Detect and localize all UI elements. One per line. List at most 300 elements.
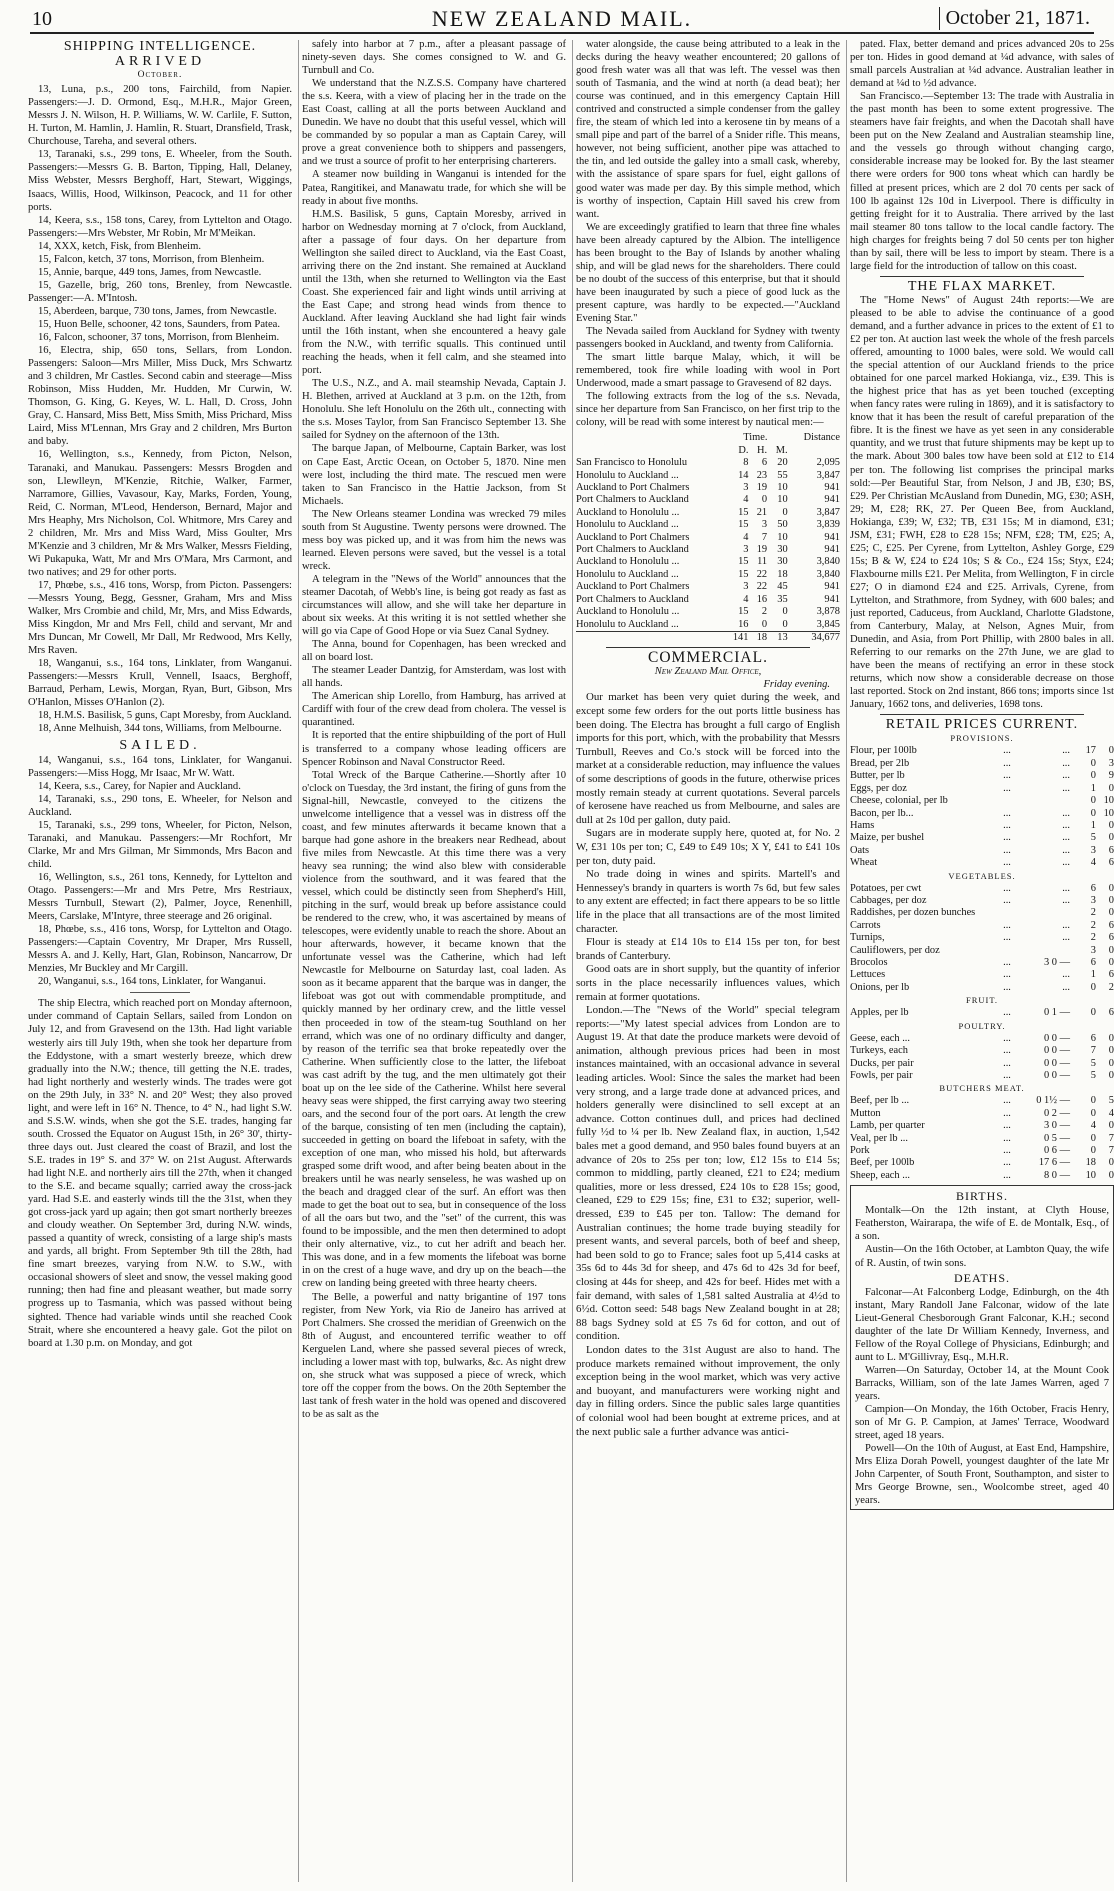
retail-price-row: [850, 920, 1114, 932]
section-rule: [880, 276, 1084, 277]
log-time: 19: [756, 544, 768, 556]
shipping-news-paragraphs: [302, 38, 566, 1421]
retail-range: ...: [1062, 882, 1070, 894]
retail-pence: 0: [1108, 782, 1114, 794]
sailing-entry: 14, Keera, s.s., Carey, for Napier and Auckland.: [38, 780, 241, 792]
retail-range: ...: [1062, 807, 1070, 819]
commercial-dateline: New Zealand Mail Office,: [654, 666, 762, 678]
masthead: [30, 6, 1094, 34]
retail-item: Bread, per 2lb: [850, 757, 910, 769]
retail-item: Oats: [850, 844, 870, 856]
retail-section-title: BUTCHERS MEAT.: [939, 1083, 1025, 1094]
retail-price-row: [850, 969, 1114, 981]
retail-leader: ...: [1003, 1120, 1011, 1132]
retail-price-row: [850, 1007, 1114, 1019]
retail-leader: ...: [1003, 1057, 1011, 1069]
log-row: [576, 569, 840, 581]
commercial-paragraph: No trade doing in wines and spirits. Martell's and Hennessey's brandy in quarters is worth 7s 6d, but few sales to any extent are effected; in fact there appears to be so little life in the place that all transactions are of the most limited character.: [576, 868, 840, 935]
retail-item: Cheese, colonial, per lb: [850, 795, 948, 807]
retail-range: 0 0 —: [1044, 1045, 1070, 1057]
log-time: 0: [761, 494, 768, 506]
log-row: [576, 556, 840, 568]
birth-notice: Montalk—On the 12th instant, at Clyth House, Featherston, Wairarapa, the wife of E. de Montalk, Esq., of a son.: [855, 1205, 1109, 1243]
log-distance: 941: [824, 544, 840, 556]
retail-leader: ...: [1003, 1045, 1011, 1057]
log-time: 15: [738, 606, 749, 618]
log-time: 16: [738, 618, 749, 630]
news-paragraph: safely into harbor at 7 p.m., after a pleasant passage of ninety-seven days. She comes consigned to W. and G. Turnbull and Co.: [302, 39, 566, 77]
log-time: 16: [756, 593, 768, 605]
retail-price-row: [850, 1145, 1114, 1157]
retail-shillings: 0: [1090, 795, 1096, 807]
news-paragraph: The New Orleans steamer Londina was wrecked 79 miles south from St Augustine. Twenty persons were drowned. The mess boy was picked up, and it was from him the news was learned. Eleven persons were saved, but the vessel is a total wreck.: [302, 508, 566, 572]
retail-range: 3 0 —: [1044, 957, 1070, 969]
news-paragraphs: [576, 38, 840, 429]
electra-report: The ship Electra, which reached port on Monday afternoon, under command of Captain Sellars, sailed from London on July 12, and from Gravesend on the 13th. Had light variable westerly airs till July 19th, when she took her departure from the Eddystone, with a smart westerly breeze, which drew gradually into the N.W.; thence, till getting the N.E. trades, had light northerly and westerly winds. The trades were got on the 29th July, in 33° N. and 20° West; they also proved light, and were left in 16° N. Thence, to 4° N., had light S.W. and S.S.W. winds, when she got the S.E. trades, hanging far south. Crossed the Equator on August 15th, in 26° 30', thirty-three days out. Just cleared the coast of Brazil, and lost the S.E. trades in 19° S. and 37° W. on 21st August. Afterwards had light N.E. and northerly airs till the 27th, when it changed to the S.E. and became squally; carried away the cross-jack yard. Had S.E. and easterly winds till the the 31st, when they got cross-jack yard up again; then got smart northerly breezes and cloudy weather. On September 3rd, during N.W. winds, passed a quantity of wreck, consisting of a large ship's masts and yards, all bright. From September 9th till the 28th, had fine smart breezes, varying from N.W. to S.W., with occasional showers of sleet and snow, the vessel making good running; then had fine and pleasant weather, but made sorry progress up to Tasmania, which was passed without being sighted. Thence had variable winds until she reached Cook Strait, where she encountered a heavy gale. Got the pilot on board at 1.30 p.m. on Monday, and got: [28, 998, 292, 1349]
retail-item: Turnips,: [850, 932, 885, 944]
retail-prices-table: [850, 732, 1114, 1182]
retail-range: 0 0 —: [1044, 1032, 1070, 1044]
log-time: 0: [782, 618, 788, 630]
retail-shillings: 6: [1090, 1032, 1096, 1044]
log-total-days: 141: [723, 631, 748, 644]
retail-leader: ...: [1003, 1145, 1011, 1157]
retail-leader: ...: [1003, 832, 1011, 844]
commercial-paragraphs: [576, 691, 840, 1439]
log-distance: 941: [824, 482, 840, 494]
news-paragraph: The steamer Leader Dantzig, for Amsterdam, was lost with all hands.: [302, 665, 566, 690]
births-list: [855, 1204, 1109, 1269]
retail-leader: ...: [1003, 770, 1011, 782]
retail-price-row: [850, 795, 1114, 807]
market-paragraph: pated. Flax, better demand and prices advanced 20s to 25s per ton. Hides in good demand at ¼d advance, with sales of small parcels Australian at ¼d advance. Australian leather in demand at ¼d to ½d advance.: [850, 39, 1114, 90]
news-paragraph: We understand that the N.Z.S.S. Company have chartered the s.s. Keera, with a view of placing her in the trade on the East Coast, calling at all the ports between Auckland and Dunedin. We have no doubt that this useful vessel, which will be commanded by so popular a man as Captain Carey, will prove a great convenience both to shippers and passengers, and we trust a source of profit to her enterprising charterers.: [302, 78, 566, 168]
log-time: 10: [777, 494, 788, 506]
retail-item: Lamb, per quarter: [850, 1120, 925, 1132]
retail-item: Beef, per 100lb: [850, 1157, 915, 1169]
retail-leader: ...: [1003, 1095, 1011, 1107]
death-notice: Campion—On Monday, the 16th October, Fracis Henry, son of Mr G. P. Campion, at James' Terrace, Woodward street, aged 18 years.: [855, 1404, 1109, 1442]
retail-price-row: [850, 808, 1114, 820]
retail-price-row: [850, 1045, 1114, 1057]
retail-section-table: [850, 745, 1114, 869]
retail-leader: ...: [1003, 757, 1011, 769]
log-time: 55: [777, 469, 788, 481]
log-route: Auckland to Honolulu ...: [576, 606, 680, 618]
retail-shillings: 0: [1090, 981, 1096, 993]
commercial-paragraph: Sugars are in moderate supply here, quoted at, for No. 2 W, £31 10s per ton; C, £49 to £49 10s; X Y, £41 to £41 10s per ton, duty paid.: [576, 827, 840, 867]
retail-price-row: [850, 932, 1114, 944]
retail-price-row: [850, 1133, 1114, 1145]
sailed-list: [28, 754, 292, 989]
arrival-entry: 15, Annie, barque, 449 tons, James, from Newcastle.: [38, 266, 262, 278]
retail-shillings: 0: [1090, 1107, 1096, 1119]
log-total-label: [576, 631, 723, 644]
retail-section-table: [850, 1033, 1114, 1083]
log-header-distance: Distance: [803, 432, 840, 444]
retail-pence: 0: [1108, 1057, 1114, 1069]
log-time: 45: [777, 581, 788, 593]
sailing-entry: 15, Taranaki, s.s., 299 tons, Wheeler, for Picton, Nelson, Taranaki, and Manukau. Passengers:—Mr Rochfort, Mr Clarke, Mr and Mrs Gilman, Mr Simmonds, Mrs Bacon and child.: [28, 819, 292, 870]
retail-price-row: [850, 783, 1114, 795]
retail-item: Butter, per lb: [850, 770, 905, 782]
section-rule: [606, 647, 810, 648]
retail-shillings: 0: [1090, 1007, 1096, 1019]
retail-leader: [1003, 907, 1017, 919]
log-time: 18: [777, 568, 788, 580]
news-paragraph: The following extracts from the log of the s.s. Nevada, since her departure from San Francisco, on her first trip to the colony, will be read with some interest by nautical men:—: [576, 391, 840, 429]
retail-price-row: [850, 1070, 1114, 1082]
log-time: 22: [756, 581, 768, 593]
retail-section-table: [850, 1095, 1114, 1182]
retail-price-row: [850, 1058, 1114, 1070]
log-time: 4: [743, 494, 749, 506]
retail-item: Lettuces: [850, 969, 886, 981]
retail-leader: ...: [1003, 1132, 1011, 1144]
retail-range: ...: [1062, 895, 1070, 906]
log-route: San Francisco to Honolulu: [576, 457, 688, 469]
retail-pence: 6: [1108, 844, 1114, 856]
death-notice: Powell—On the 10th of August, at East End, Hampshire, Mrs Eliza Dorah Powell, youngest daughter of the late Mr John Carpenter, of South Front, Southampton, and sister to Mrs George Browne, sen., Woolcombe street, aged 40 years.: [855, 1443, 1109, 1507]
retail-price-row: [850, 883, 1114, 895]
retail-shillings: 3: [1090, 844, 1096, 856]
retail-leader: [1003, 795, 1030, 807]
retail-shillings: 1: [1090, 782, 1096, 794]
retail-item: Geese, each ...: [850, 1032, 910, 1044]
log-time: 0: [782, 606, 788, 618]
section-rule: [880, 714, 1084, 715]
retail-range: ...: [1062, 819, 1070, 831]
retail-pence: 0: [1108, 745, 1114, 757]
column-news: [302, 38, 566, 1884]
log-header-blank: [576, 432, 723, 444]
retail-shillings: 0: [1090, 1132, 1096, 1144]
arrival-entry: 16, Electra, ship, 650 tons, Sellars, from London. Passengers: Saloon—Mrs Miller, Miss Duck, Mrs Schwartz and 3 children, Mr Castles. Second cabin and steerage—Miss Robinson, Miss Hudden, Mr. Hudden, Mr Curwin, W. Thomson, G. King, G. Keyes, W. L. Hall, D. Cross, John Gray, C. Hansard, Miss Bett, Miss Smith, Miss Prichard, Miss Laird, Miss M'Lennan, Mrs Gray and 2 children, Mrs Burton and baby.: [28, 345, 292, 448]
log-time: 19: [756, 482, 768, 494]
retail-item: Mutton: [850, 1107, 881, 1119]
retail-leader: ...: [1003, 932, 1011, 944]
log-time: 15: [738, 556, 749, 568]
log-header-time: Time.: [743, 432, 768, 444]
arrived-month: October.: [137, 70, 183, 81]
retail-item: Fowls, per pair: [850, 1069, 913, 1081]
retail-price-row: [850, 1157, 1114, 1169]
log-row: [576, 494, 840, 506]
retail-pence: 10: [1103, 795, 1114, 807]
retail-section-title: POULTRY.: [958, 1020, 1006, 1031]
retail-pence: 0: [1108, 957, 1114, 969]
news-paragraph: H.M.S. Basilisk, 5 guns, Captain Moresby, arrived in harbor on Wednesday morning at 7 o'clock, from Auckland, after a passage of four days. On her departure from Wellington she sailed direct to Auckland, via the East Coast, arriving there on the 2nd instant. She remained at Auckland until the 13th, when she returned to Wellington via the East Coast. She experienced fair and light winds until arriving at the East Cape; and strong head winds from thence to Auckland. After leaving Auckland she had light fair winds until the 16th instant, when she encountered a heavy gale from the N.W., with terrific squalls. This continued until reaching the heads, when it fell calm, and she steamed into port.: [302, 208, 566, 377]
retail-pence: 6: [1108, 1007, 1114, 1019]
log-route: Auckland to Port Chalmers: [576, 581, 690, 593]
retail-shillings: 2: [1090, 932, 1096, 944]
retail-range: ...: [1062, 969, 1070, 981]
retail-shillings: 1: [1090, 969, 1096, 981]
shipping-heading: SHIPPING INTELLIGENCE.: [63, 39, 257, 54]
retail-shillings: 5: [1090, 1069, 1096, 1081]
retail-pence: 9: [1108, 770, 1114, 782]
log-row: [576, 507, 840, 519]
log-subheader-blank: [576, 445, 723, 457]
commercial-paragraph: Our market has been very quiet during the week, and except some few orders for the out ports little business has been doing. The Electra has brought a full cargo of English imports for this port, which, with the probability that Messrs Turnbull, Reeves and Co.'s stock will be forced into the market at a considerable reduction, may influence the values of some descriptions of goods in the future, otherwise prices mostly remain steady at current quotations. Several parcels of kerosene have reached us from Melbourne, and sales are dull at 2s 10d per gallon, duty paid.: [576, 691, 840, 826]
retail-item: Turkeys, each: [850, 1045, 908, 1057]
deaths-heading: DEATHS.: [953, 1270, 1010, 1285]
retail-shillings: 0: [1090, 1095, 1096, 1107]
log-row: [576, 581, 840, 593]
log-route: Honolulu to Auckland ...: [576, 618, 679, 630]
log-row: [576, 470, 840, 482]
death-notice: Warren—On Saturday, October 14, at the Mount Cook Barracks, William, son of the late James Warren, aged 7 years.: [855, 1364, 1109, 1402]
retail-leader: ...: [1003, 1032, 1011, 1044]
news-paragraph: The barque Japan, of Melbourne, Captain Barker, was lost on Cape East, Arctic Ocean, on October 5, 1870. Nine men were lost, including the third mate. The rescued men were taken to San Francisco in the Hattie Jackson, from St Michaels.: [302, 443, 566, 507]
log-time: 0: [761, 618, 768, 630]
log-route: Port Chalmers to Auckland: [576, 494, 689, 506]
sailing-entry: 16, Wellington, s.s., 261 tons, Kennedy, for Lyttelton and Otago. Passengers:—Mr and Mrs Petre, Mrs Restriaux, Messrs Turnbull, Stewart (2), Palmer, Joyce, Renenhill, Meers, Carslake, M'Intyre, three steerage and 26 original.: [28, 871, 292, 923]
arrival-entry: 16, Wellington, s.s., Kennedy, from Picton, Nelson, Taranaki, and Manukau. Passengers: Messrs Brogden and son, Llewlleyn, M'Kenzie, Ritchie, Walker, Farmer, Narramore, Gillies, Vavasour, Kay, Marks, Forden, Young, Reid, C. Norman, M'Leod, Henderson, Bernard, Major and Mrs Heaphy, Mrs Nicholson, Col. Whitmore, Mrs Carey and 2 children, Mr. Mrs and Miss Ward, Miss Goulter, Mrs M'Kenzie and 3 children, Mr & Mrs Walker, Messrs Fielding, Wi Pukapuka, Watt, Mr and Mrs O'Mara, Mrs Carmont, and two natives; and 29 for other ports.: [28, 449, 292, 578]
log-time: 50: [777, 519, 788, 531]
retail-range: 8 0 —: [1044, 1169, 1070, 1181]
retail-item: Wheat: [850, 857, 878, 869]
retail-shillings: 1: [1090, 819, 1096, 831]
log-distance: 941: [824, 494, 840, 506]
arrival-entry: 18, H.M.S. Basilisk, 5 guns, Capt Moresby, from Auckland.: [38, 710, 292, 722]
retail-price-row: [850, 832, 1114, 844]
arrival-entry: 15, Falcon, ketch, 37 tons, Morrison, from Blenheim.: [38, 253, 265, 265]
log-total-distance: 34,677: [788, 631, 840, 644]
retail-range: ...: [1062, 919, 1070, 931]
retail-shillings: 17: [1085, 745, 1096, 757]
retail-pence: 0: [1108, 819, 1114, 831]
retail-pence: 0: [1108, 944, 1114, 956]
retail-leader: ...: [1003, 782, 1011, 794]
retail-item: Cabbages, per doz: [850, 895, 927, 906]
retail-item: Ducks, per pair: [850, 1057, 914, 1069]
retail-leader: ...: [1003, 957, 1011, 969]
retail-pence: 0: [1108, 1069, 1114, 1081]
retail-item: Maize, per bushel: [850, 832, 925, 844]
retail-item: Bacon, per lb...: [850, 807, 914, 819]
log-distance: 941: [824, 593, 840, 605]
retail-item: Pork: [850, 1145, 870, 1157]
retail-price-row: [850, 982, 1114, 994]
retail-shillings: 5: [1090, 832, 1096, 844]
retail-section-table: [850, 883, 1114, 995]
arrivals-list: [28, 83, 292, 735]
sailing-entry: 14, Wanganui, s.s., 164 tons, Linklater, for Wanganui. Passengers:—Miss Hogg, Mr Isaac, Mr W. Watt.: [28, 754, 292, 779]
retail-shillings: 18: [1085, 1157, 1096, 1169]
retail-price-row: [850, 820, 1114, 832]
log-route: Honolulu to Auckland ...: [576, 568, 679, 580]
retail-range: 0 5 —: [1044, 1132, 1070, 1144]
retail-item: Hams: [850, 819, 875, 831]
arrival-entry: 17, Phœbe, s.s., 416 tons, Worsp, from Picton. Passengers:—Messrs Young, Begg, Gessner, Graham, Mrs and Miss Walker, Mrs Crombie and child, Mr, Mrs, and Miss Edwards, Miss Kingdon, Mr and Mrs Fell, child and servant, Mr and Mrs Duncan, Mr Cowell, Mr Dall, Mr Redwood, Mrs Kelly, Mrs Raven.: [28, 579, 292, 657]
retail-range: 3 0 —: [1044, 1120, 1070, 1132]
log-time: 4: [743, 593, 749, 605]
news-paragraph: The American ship Lorello, from Hamburg, has arrived at Cardiff with four of the crew dead from cholera. The vessel is quarantined.: [302, 691, 566, 729]
retail-shillings: 0: [1090, 807, 1096, 819]
retail-range: ...: [1062, 932, 1070, 944]
retail-shillings: 4: [1090, 1120, 1096, 1132]
news-paragraph: A steamer now building in Wanganui is intended for the Patea, Rangitikei, and Manawatu trade, for which she will be ready in about five months.: [302, 169, 566, 207]
retail-pence: 0: [1108, 1157, 1114, 1169]
log-route: Port Chalmers to Auckland: [576, 593, 689, 605]
log-time: 2: [761, 606, 768, 618]
retail-range: ...: [1062, 757, 1070, 769]
notices-box: [850, 1185, 1114, 1510]
retail-range: [1030, 795, 1070, 807]
log-distance: 3,847: [816, 506, 840, 518]
news-paragraph: The Nevada sailed from Auckland for Sydney with twenty passengers booked in Auckland, and twenty from California.: [576, 326, 840, 351]
retail-pence: 6: [1108, 969, 1114, 981]
log-time: 7: [761, 531, 768, 543]
log-row: [576, 482, 840, 494]
flax-paragraphs: [850, 294, 1114, 712]
log-distance: 941: [824, 581, 840, 593]
retail-range: ...: [1062, 770, 1070, 782]
retail-leader: ...: [1003, 1107, 1011, 1119]
retail-pence: 0: [1108, 1120, 1114, 1132]
retail-pence: 4: [1108, 1107, 1114, 1119]
retail-leader: ...: [1003, 981, 1011, 993]
arrival-entry: 15, Aberdeen, barque, 730 tons, James, from Newcastle.: [38, 305, 277, 317]
log-row: [576, 519, 840, 531]
retail-leader: ...: [1003, 819, 1011, 831]
retail-item: Eggs, per doz: [850, 782, 907, 794]
log-total-hours: 18: [748, 631, 767, 644]
commercial-paragraph: Flour is steady at £14 10s to £14 15s per ton, for best brands of Canterbury.: [576, 936, 840, 962]
retail-pence: 6: [1108, 919, 1114, 931]
retail-leader: ...: [1003, 969, 1011, 981]
retail-price-row: [850, 1095, 1114, 1107]
flax-paragraph: The "Home News" of August 24th reports:—We are pleased to be able to advise the continuance of a good demand, and a further advance in prices to the extent of £1 to £2 per ton. At auction last week the whole of the fresh parcels offered, amounting to 1000 bales, were sold. We would call the special attention of our Auckland friends to the price obtained for one parcel marked Hokianga, viz., £39. This is the highest price that has as yet been touched (excepting when fancy rates were ruling in 1869), and it is satisfactory to know that it has been the result of careful preparation of the fibre. It is the finest we have as yet seen in any considerable quantity, and we trust that future shipments may be kept up to the mark. About 300 bales tow have been sold at £12 to £14 per ton. The following list comprises the principal marks sold:—Per Beautiful Star, from Nelson, J and JB, £30; BS, £29. Per Christian McAusland from Dunedin, MG, £30; ASH, 29; M, £28; RK, 27. Per Queen Bee, from Auckland, Hokianga, £39; W, £32; TB, £31 15s; M in diamond, £31; JSM, £31; FWH, £28 to £28 15s; NFM, £28; TM, £25; A, £25; C, £25. Per Cyrene, from Lyttelton, Ashley Gorge, £29 15s; B & W, £24 to £24 10s; S & Co., £24 15s; Styx, £24; Flaxbourne mills £21. Per Melita, from Wellington, F in circle £27; O in diamond £24 and £25. Arrivals, Cyrene, from Lyttelton, and Strathmore, from Sydney, with 600 bales; and just reported, Caduceus, from Auckland, Charlotte Gladstone, from Canterbury, Malay, at Nelson, Agnes Muir, from Dunedin, and Asia, from Port Phillip, with 2800 bales in all. Referring to our remarks on the 27th June, we are glad to have been the means of rectifying an error in these stock returns, which now show a considerable decrease on those last reported. Stock on 2nd instant, 866 tons; imports since 1st January, 1662 tons, and deliveries, 1698 tons.: [850, 294, 1114, 711]
sailing-entry: 14, Taranaki, s.s., 290 tons, E. Wheeler, for Nelson and Auckland.: [28, 793, 292, 818]
arrival-entry: 13, Luna, p.s., 200 tons, Fairchild, from Napier. Passengers:—J. D. Ormond, Esq., M.H.R., Major Green, Messrs J. N. Wilson, H. P. Williams, W. W. Carlile, F. Sutton, H. Turton, M. Hamlin, J. Hamlin, R. Stuart, Dransfield, Trask, Churchouse, Tareha, and several others.: [28, 84, 292, 148]
retail-price-row: [850, 895, 1114, 907]
arrival-entry: 18, Wanganui, s.s., 164 tons, Linklater, from Wanganui. Passengers:—Messrs Krull, Vennell, Isaacs, Berghoff, Barraud, Perham, Lewis, Morgan, Ryan, Burt, Gibson, Mrs O'Hanlon, Misses O'Hanlon (2).: [28, 658, 292, 709]
log-time: 3: [743, 544, 749, 556]
retail-item: Potatoes, per cwt: [850, 882, 922, 894]
death-notice: Falconar—At Falconberg Lodge, Edinburgh, on the 4th instant, Mary Randoll Jane Falconar, widow of the late Lieut-General Chesborough Grant Falconar, K.H.; second daughter of the late Dr William Kennedy, Inverness, and Fellow of the Royal College of Physicians, Edinburgh; and aunt to L. M'Gillivray, Esq., M.H.R.: [855, 1286, 1109, 1363]
retail-leader: ...: [1003, 844, 1011, 856]
retail-shillings: 4: [1090, 857, 1096, 869]
log-distance: 941: [824, 531, 840, 543]
log-time: 15: [738, 568, 749, 580]
log-subheader-blank: [788, 445, 840, 457]
arrival-entry: 15, Gazelle, brig, 260 tons, Brenley, from Newcastle. Passenger:—A. M'Intosh.: [28, 279, 292, 304]
retail-pence: 2: [1108, 981, 1114, 993]
retail-range: [1017, 945, 1070, 957]
column-log-commercial: [576, 38, 840, 1884]
log-time: 8: [743, 457, 749, 469]
retail-range: ...: [1062, 832, 1070, 844]
log-row: [576, 619, 840, 632]
log-distance: 3,845: [816, 618, 840, 630]
retail-pence: 7: [1108, 1132, 1114, 1144]
retail-shillings: 7: [1090, 1045, 1096, 1057]
log-time: 30: [777, 544, 788, 556]
news-paragraph: The smart little barque Malay, which, it will be remembered, took fire while loading with wool in Port Underwood, made a smart passage to Gravesend of 82 days.: [576, 352, 840, 390]
log-time: 4: [743, 531, 749, 543]
log-time: 6: [761, 457, 768, 469]
retail-pence: 0: [1108, 832, 1114, 844]
nevada-log-table: [576, 432, 840, 644]
retail-shillings: 2: [1090, 907, 1096, 919]
retail-shillings: 3: [1090, 944, 1096, 956]
log-distance: 2,095: [816, 457, 840, 469]
arrival-entry: 16, Falcon, schooner, 37 tons, Morrison, from Blenheim.: [38, 332, 280, 344]
retail-range: 17 6 —: [1038, 1157, 1070, 1169]
retail-leader: ...: [1003, 857, 1011, 869]
log-row: [576, 457, 840, 469]
retail-shillings: 0: [1090, 1145, 1096, 1157]
news-paragraph: A telegram in the "News of the World" announces that the steamer Dacotah, of Webb's line, is being got ready as fast as circumstances will allow, and she will take her departure in about six weeks. At this writing it is not settled whether she will go via Cape of Good Hope or via Suez Canal Sydney.: [302, 573, 566, 638]
log-route: Port Chalmers to Auckland: [576, 544, 689, 556]
retail-leader: ...: [1003, 1157, 1011, 1169]
retail-shillings: 10: [1085, 1169, 1096, 1181]
retail-pence: 0: [1108, 1169, 1114, 1181]
retail-heading: RETAIL PRICES CURRENT.: [885, 717, 1079, 733]
retail-price-row: [850, 758, 1114, 770]
retail-leader: ...: [1003, 807, 1011, 819]
log-row: [576, 594, 840, 606]
log-route: Honolulu to Auckland ...: [576, 519, 679, 531]
log-row: [576, 544, 840, 556]
log-time: 3: [761, 519, 768, 531]
retail-section-title: PROVISIONS.: [950, 733, 1014, 744]
retail-pence: 7: [1108, 1145, 1114, 1157]
log-time: 20: [777, 457, 788, 469]
retail-shillings: 5: [1090, 1057, 1096, 1069]
log-time: 22: [756, 568, 768, 580]
column-rule: [846, 40, 847, 1882]
news-paragraph: The Anna, bound for Copenhagen, has been wrecked and all on board lost.: [302, 639, 566, 664]
retail-item: Veal, per lb ...: [850, 1132, 908, 1144]
column-rule: [298, 40, 299, 1882]
retail-item: Flour, per 100lb: [850, 745, 917, 757]
retail-item: Brocolos: [850, 957, 888, 969]
retail-range: 0 0 —: [1044, 1069, 1070, 1081]
retail-shillings: 6: [1090, 957, 1096, 969]
log-time: 35: [777, 593, 788, 605]
retail-section-table: [850, 1007, 1114, 1019]
log-route: Honolulu to Auckland ...: [576, 469, 679, 481]
retail-price-row: [850, 745, 1114, 757]
retail-range: 0 6 —: [1044, 1145, 1070, 1157]
news-paragraph: water alongside, the cause being attributed to a leak in the decks during the heavy weather encountered; 20 gallons of good fresh water was all that was left. The vessel was then south of Tasmania, and the wind at north (a dead beat); her course was continued, and in this emergency Captain Hill contrived and constructed a simple condenser from the galley fire, the steam of which led into a kerosene tin by means of a small pipe and part of the barrel of a Snider rifle. This means, however, not being sufficient, another pipe was attached to the tin, and led outside the galley into a small cask, whereby, with the assistance of spare spars for fuel, eight gallons of good water was made per day. By this simple method, which is worthy of inspection, Captain Hill saved his crew from want.: [576, 39, 840, 220]
log-time: 23: [756, 469, 768, 481]
arrival-entry: 14, Keera, s.s., 158 tons, Carey, from Lyttelton and Otago. Passengers:—Mrs Webster, Mr Robin, Mr M'Meikan.: [28, 214, 292, 239]
retail-range: 0 1½ —: [1036, 1095, 1070, 1107]
birth-notice: Austin—On the 16th October, at Lambton Quay, the wife of R. Austin, of twin sons.: [855, 1244, 1109, 1269]
retail-shillings: 2: [1090, 919, 1096, 931]
retail-price-row: [850, 857, 1114, 869]
retail-range: 0 0 —: [1044, 1057, 1070, 1069]
news-paragraph: The U.S., N.Z., and A. mail steamship Nevada, Captain J. H. Blethen, arrived at Auckland at 3 p.m. on the 12th, from Honolulu. She left Honolulu on the 26th ult., connecting with the s.s. Moses Taylor, from San Francisco September 13. She sailed for Sydney on the afternoon of the 13th.: [302, 378, 566, 442]
retail-item: Onions, per lb: [850, 981, 910, 993]
flax-heading: THE FLAX MARKET.: [907, 278, 1057, 294]
news-paragraph: Total Wreck of the Barque Catherine.—Shortly after 10 o'clock on Tuesday, the 3rd instant, the firing of guns from the Signal-hill, Newcastle, conveyed to the citizens the unwelcome intelligence that a vessel was in distress off the coast, and few minutes afterwards it became known that a barque had gone ashore in the breakers near Redhead, about five miles from Newcastle. At this time there was a very heavy sea running; the wind also blew with considerable violence from the southward, and it was feared that the vessel, which could be distinctly seen from Shepherd's Hill, pitching in the surf, would break up before assistance could be rendered to the crew, who, it was ascertained by means of telescopes, were evidently unable to reach the shore. About an hour afterwards, however, it became known that the unfortunate vessel was the Catherine, which had left Newcastle for Melbourne on Saturday last, coal laden. As soon as it became apparent that the barque was in danger, the lifeboat was got out with commendable promptitude, and quickly manned by her ordinary crew, and the little vessel then proceeded in tow of the steam-tug Southland on her errand, which was one of no ordinary difficulty and danger, by reason of the terrific sea that broke repeatedly over the Catherine. When sufficiently close to the latter, the lifeboat was cast adrift by the tug, and the men ultimately got their boat up on the lee side of the Catherine. Whilst here several heavy seas were shipped, the first carrying away two steering oars, and the second four of the port oars. At length the crew of the barque, consisting of ten men (including the captain), succeeded in getting on board the lifeboat in safety, with the exception of one man, who missed his hold, but afterwards grasped some drift wood, and after being beaten about in the breakers until he was nearly senseless, he was washed up on the beach and dragged clear of the surf. An effort was then made to get the boat out to sea, but in consequence of the loss of all the oars but two, and the "set" of the current, this was found to be impossible, and the men then determined to adopt their only alternative, viz., to cut her adrift and beach her. This was done, and in a few moments the lifeboat was borne in on the crest of a huge wave, and dry up on the beach—the crew on landing being greeted with three hearty cheers.: [302, 769, 566, 1290]
log-time: 15: [738, 519, 749, 531]
retail-shillings: 3: [1090, 895, 1096, 906]
retail-leader: ...: [1003, 1007, 1011, 1019]
log-route: Auckland to Honolulu ...: [576, 506, 680, 518]
retail-item: Cauliflowers, per doz: [850, 944, 940, 956]
commercial-heading: COMMERCIAL.: [648, 649, 768, 667]
log-route: Auckland to Port Chalmers: [576, 531, 690, 543]
retail-item: Apples, per lb: [850, 1007, 909, 1019]
market-paragraph: San Francisco.—September 13: The trade with Australia in the past month has been to some extent progressive. The steamers have fair freights, and when the Dacotah shall have been put on the New Zealand and Australian steamship line, and the vessels go through without changing cargo, considerable increase may be looked for. By the last steamer there were orders for 900 tons wheat which can hardly be filled at present prices, which are 2 dol 70 cents per sack of 100 lb against 12s 10d in Liverpool. There is difficulty in getting freight for it to Australia. There arrived by the last mail steamer 80 tons tallow to the local candle factory. The high charges for freights being 7 dol 50 cents per ton higher than by sail, there will be less to import by steam. There is a large field for the introduction of tallow on this coast.: [850, 91, 1114, 272]
arrival-entry: 13, Taranaki, s.s., 299 tons, E. Wheeler, from the South. Passengers:—Messrs G. B. Barton, Tipping, Hall, Delaney, Miss Webster, Messrs Berghoff, Hart, Stewart, Wiggings, Isaacs, Willis, Hood, Wilkinson, Peacock, and 11 for other ports.: [28, 149, 292, 213]
